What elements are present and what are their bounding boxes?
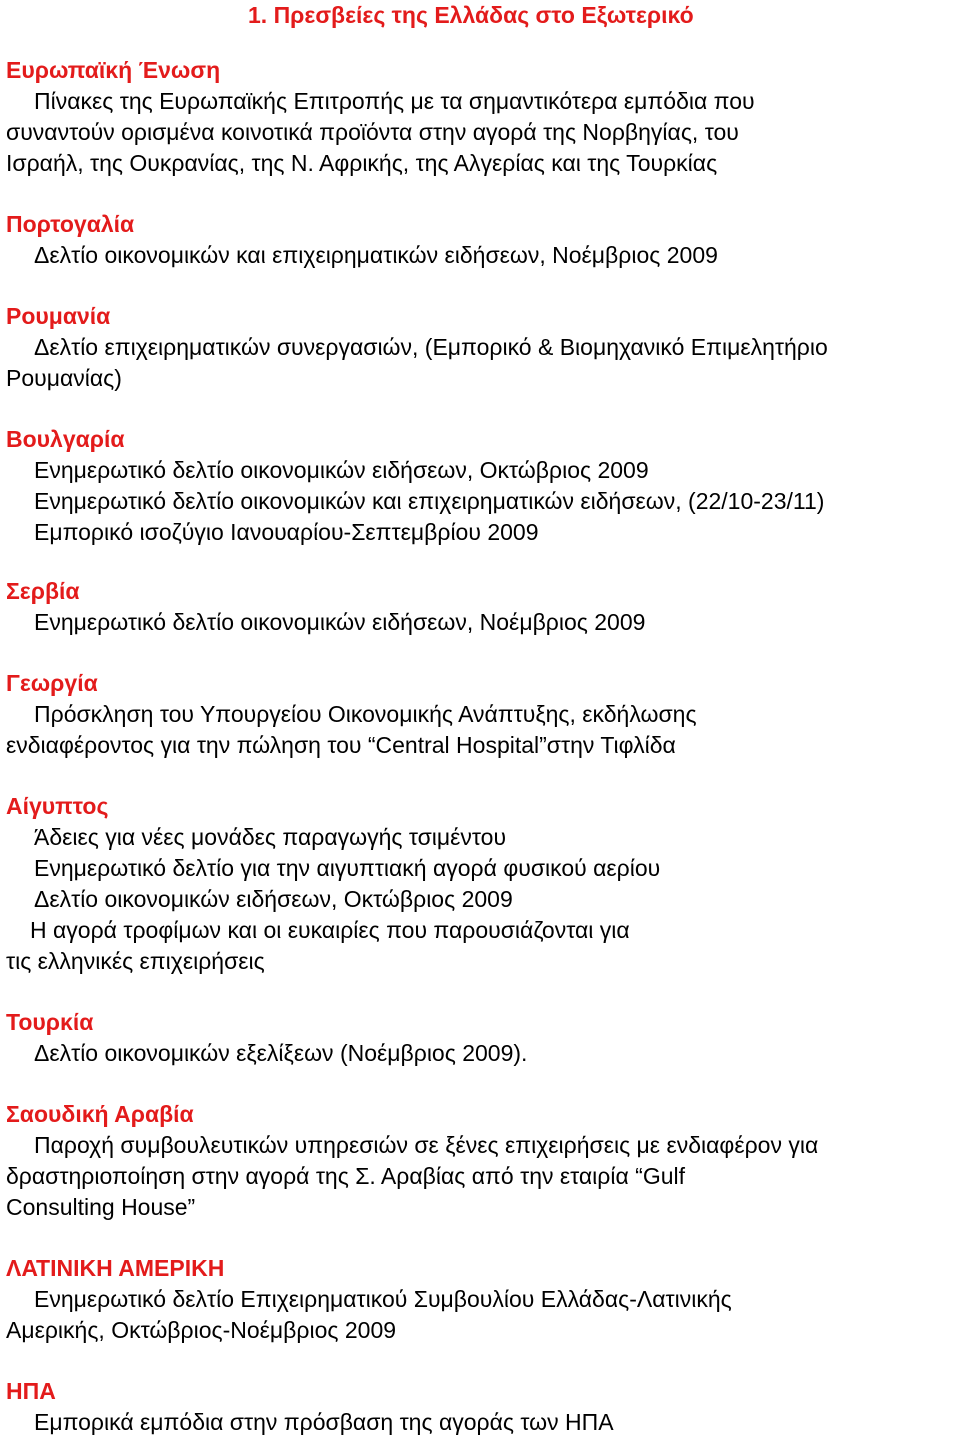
section-heading-eu: Ευρωπαϊκή Ένωση [6,57,221,83]
list-item[interactable]: Consulting House” [6,1194,196,1220]
section-heading-romania: Ρουμανία [6,303,111,329]
list-item[interactable]: Άδειες για νέες μονάδες παραγωγής τσιμέντου [34,824,507,850]
list-item[interactable]: Πίνακες της Ευρωπαϊκής Επιτροπής με τα σημαντικότερα εμπόδια που [34,88,755,114]
page-title: 1. Πρεσβείες της Ελλάδας στο Εξωτερικό [248,2,694,28]
list-item[interactable]: Δελτίο οικονομικών εξελίξεων (Νοέμβριος 2009). [34,1040,528,1066]
section-heading-latin-america: ΛΑΤΙΝΙΚΗ ΑΜΕΡΙΚΗ [6,1255,225,1281]
section-heading-georgia: Γεωργία [6,670,98,696]
section-heading-egypt: Αίγυπτος [6,793,109,819]
list-item[interactable]: ενδιαφέροντος για την πώληση του “Central Hospital”στην Τιφλίδα [6,732,676,758]
section-heading-bulgaria: Βουλγαρία [6,426,125,452]
list-item[interactable]: Ρουμανίας) [6,365,122,391]
list-item[interactable]: συναντούν ορισμένα κοινοτικά προϊόντα στην αγορά της Νορβηγίας, του [6,119,739,145]
section-heading-portugal: Πορτογαλία [6,211,135,237]
section-heading-usa: ΗΠΑ [6,1378,56,1404]
list-item[interactable]: Ενημερωτικό δελτίο οικονομικών ειδήσεων, Οκτώβριος 2009 [34,457,649,483]
list-item[interactable]: Δελτίο επιχειρηματικών συνεργασιών, (Εμπορικό & Βιομηχανικό Επιμελητήριο [34,334,828,360]
list-item[interactable]: Εμπορικό ισοζύγιο Ιανουαρίου-Σεπτεμβρίου 2009 [34,519,539,545]
section-heading-serbia: Σερβία [6,578,80,604]
list-item[interactable]: Εμπορικά εμπόδια στην πρόσβαση της αγοράς των ΗΠΑ [34,1409,614,1435]
list-item[interactable]: Πρόσκληση του Υπουργείου Οικονομικής Ανάπτυξης, εκδήλωσης [34,701,697,727]
list-item[interactable]: Αμερικής, Οκτώβριος-Νοέμβριος 2009 [6,1317,397,1343]
list-item[interactable]: Ισραήλ, της Ουκρανίας, της Ν. Αφρικής, της Αλγερίας και της Τουρκίας [6,150,718,176]
list-item[interactable]: Η αγορά τροφίμων και οι ευκαιρίες που παρουσιάζονται για [30,917,630,943]
list-item[interactable]: Δελτίο οικονομικών ειδήσεων, Οκτώβριος 2009 [34,886,513,912]
list-item[interactable]: Ενημερωτικό δελτίο Επιχειρηματικού Συμβουλίου Ελλάδας-Λατινικής [34,1286,732,1312]
section-heading-saudi-arabia: Σαουδική Αραβία [6,1101,194,1127]
list-item[interactable]: τις ελληνικές επιχειρήσεις [6,948,265,974]
list-item[interactable]: Ενημερωτικό δελτίο οικονομικών ειδήσεων, Νοέμβριος 2009 [34,609,646,635]
list-item[interactable]: Δελτίο οικονομικών και επιχειρηματικών ειδήσεων, Νοέμβριος 2009 [34,242,718,268]
list-item[interactable]: δραστηριοποίηση στην αγορά της Σ. Αραβίας από την εταιρία “Gulf [6,1163,686,1189]
list-item[interactable]: Ενημερωτικό δελτίο για την αιγυπτιακή αγορά φυσικού αερίου [34,855,661,881]
section-heading-turkey: Τουρκία [6,1009,94,1035]
list-item[interactable]: Παροχή συμβουλευτικών υπηρεσιών σε ξένες επιχειρήσεις με ενδιαφέρον για [34,1132,819,1158]
list-item[interactable]: Ενημερωτικό δελτίο οικονομικών και επιχειρηματικών ειδήσεων, (22/10-23/11) [34,488,825,514]
